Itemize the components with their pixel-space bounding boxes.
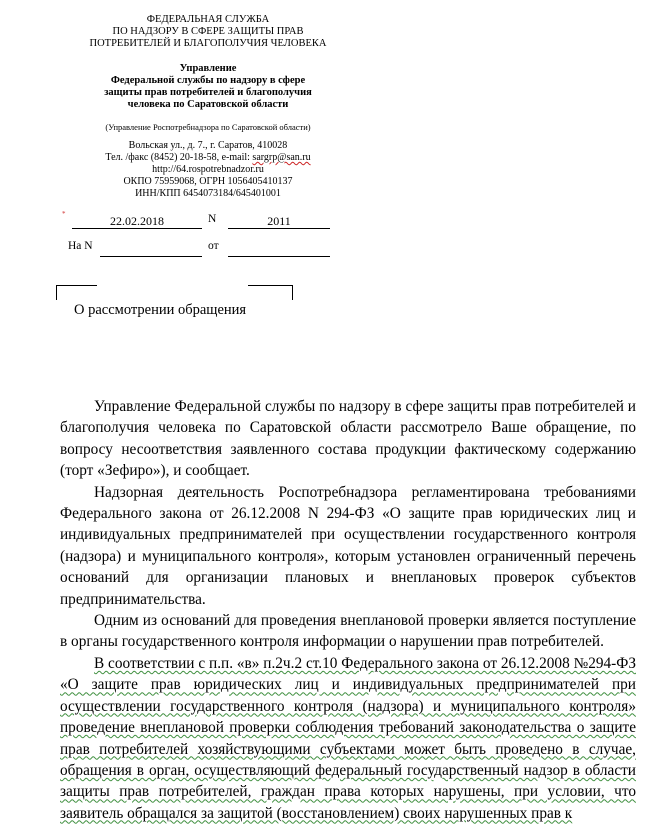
department-line: человека по Саратовской области <box>127 99 289 110</box>
number-label: N <box>208 213 217 225</box>
department-line: Федеральной службы по надзору в сфере <box>110 75 306 86</box>
okpo-ogrn: ОКПО 75959068, ОГРН 1056405410137 <box>123 176 293 187</box>
email-link[interactable]: sargrp@san.ru <box>252 152 311 163</box>
inn-kpp: ИНН/КПП 6454073184/645401001 <box>135 188 281 199</box>
department-line: Управление <box>179 63 237 74</box>
agency-header <box>20 14 396 50</box>
subject-corner-left <box>56 285 97 300</box>
department-short-text: (Управление Роспотребнадзора по Саратовской области) <box>105 122 311 132</box>
red-mark: * <box>62 210 66 218</box>
body-paragraph: Надзорная деятельность Роспотребнадзора регламентирована требованиями Федерального закона от 26.12.2008 N 294-ФЗ «О защите прав юридических лиц и индивидуальных предпринимателей при осуществлении государственного контроля (надзора) и муниципального контроля», которым установлен ограниченный перечень оснований для организации плановых и внеплановых проверок субъектов предпринимательства. <box>60 483 636 608</box>
address: Вольская ул., д. 7., г. Саратов, 410028 <box>128 140 288 151</box>
ref-number-field <box>100 242 202 257</box>
subject-corner-right <box>248 285 293 300</box>
subject-line: О рассмотрении обращения <box>74 302 247 318</box>
letter-body <box>60 396 636 824</box>
ref-date-label: от <box>208 240 219 252</box>
ref-number-label: На N <box>68 240 93 252</box>
agency-header-line: ФЕДЕРАЛЬНАЯ СЛУЖБА <box>146 14 270 25</box>
phone-fax: Тел. /факс (8452) 20-18-58, e-mail: <box>105 152 253 163</box>
contacts-block <box>20 140 396 200</box>
ref-date-field <box>228 242 330 257</box>
website-link[interactable]: http://64.rospotrebnadzor.ru <box>152 164 264 175</box>
body-paragraph: Управление Федеральной службы по надзору в сфере защиты прав потребителей и благополучия человека по Саратовской области рассмотрело Ваше обращение, по вопросу несоответствия заявленного состава продукции фактическому содержанию (торт «Зефиро»), и сообщает. <box>60 398 636 480</box>
phone-email-line <box>20 152 396 164</box>
body-paragraph-underlined: В соответствии с п.п. «в» п.2ч.2 ст.10 Федерального закона от 26.12.2008 №294-ФЗ «О защите прав юридических лиц и индивидуальных предпринимателей при осуществлении государственного контроля (надзора) и муниципального контроля» проведение внеплановой проверки соблюдения требований законодательства о защите прав потребителей хозяйствующими субъектами может быть проведено в случае, обращения в орган, осуществляющий федеральный государственный надзор в области защиты прав потребителей, граждан права которых нарушены, при условии, что заявитель обращался за защитой (восстановлением) своих нарушенных прав к <box>60 654 636 822</box>
department-short-name <box>20 121 396 133</box>
registration-date: 22.02.2018 <box>72 214 202 229</box>
department-line: защиты прав потребителей и благополучия <box>104 87 312 98</box>
body-paragraph: Одним из оснований для проведения внеплановой проверки является поступление в органы государственного контроля информации о нарушении прав потребителей. <box>60 612 636 651</box>
registration-number: 2011 <box>228 214 330 229</box>
agency-header-line: ПО НАДЗОРУ В СФЕРЕ ЗАЩИТЫ ПРАВ <box>112 26 304 37</box>
agency-header-line: ПОТРЕБИТЕЛЕЙ И БЛАГОПОЛУЧИЯ ЧЕЛОВЕКА <box>89 38 327 49</box>
department-title <box>20 63 396 111</box>
